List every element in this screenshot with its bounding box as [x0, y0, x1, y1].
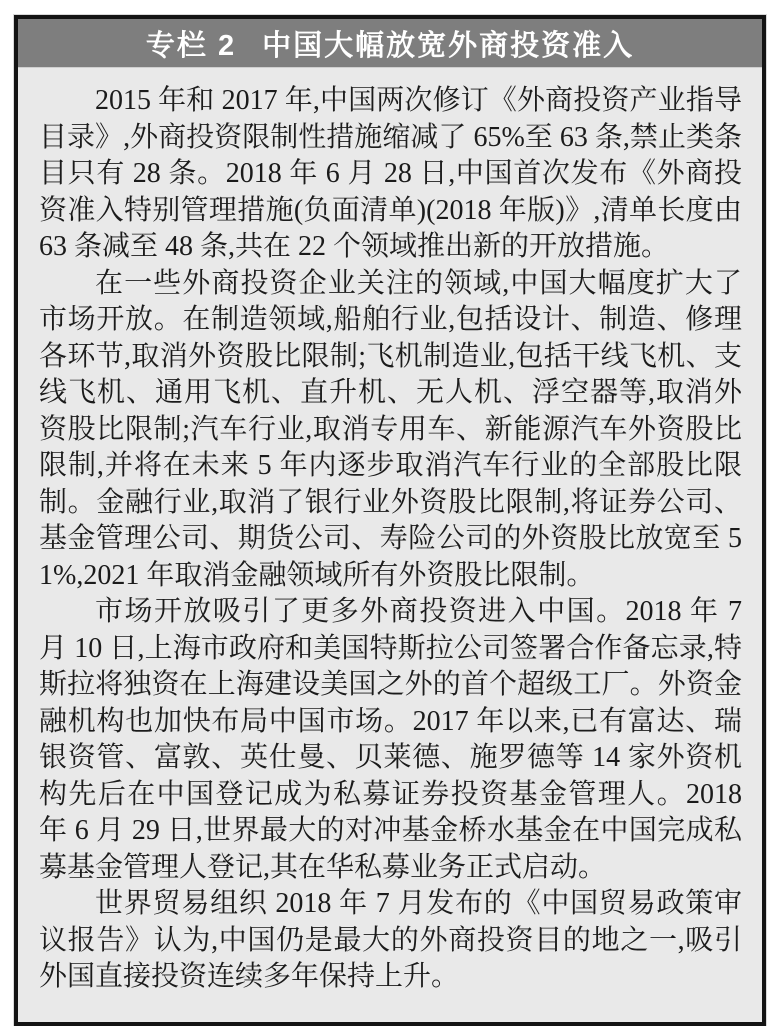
paragraph-1: 2015 年和 2017 年,中国两次修订《外商投资产业指导目录》,外商投资限制性措施缩减了 65%至 63 条,禁止类条目只有 28 条。2018 年 6 月 28 日,中国首次发布《外商投资准入特别管理措施(负面清单)(2018 年版)》,清单长度由 63 条减至 48 条,共在 22 个领域推出新的开放措施。 — [39, 85, 742, 262]
column-box-body — [18, 68, 762, 1022]
column-label: 专栏 2 — [145, 29, 237, 62]
paragraph-2: 在一些外商投资企业关注的领域,中国大幅度扩大了市场开放。在制造领域,船舶行业,包括设计、制造、修理各环节,取消外资股比限制;飞机制造业,包括干线飞机、支线飞机、通用飞机、直升机、无人机、浮空器等,取消外资股比限制;汽车行业,取消专用车、新能源汽车外资股比限制,并将在未来 5 年内逐步取消汽车行业的全部股比限制。金融行业,取消了银行业外资股比限制,将证券公司、基金管理公司、期货公司、寿险公司的外资股比放宽至 51%,2021 年取消金融领域所有外资股比限制。 — [39, 267, 742, 591]
column-box — [14, 15, 766, 1026]
paragraph-4: 世界贸易组织 2018 年 7 月发布的《中国贸易政策审议报告》认为,中国仍是最大的外商投资目的地之一,吸引外国直接投资连续多年保持上升。 — [39, 888, 742, 992]
column-box-header — [18, 19, 762, 68]
column-title: 中国大幅放宽外商投资准入 — [262, 29, 635, 62]
paragraph-3: 市场开放吸引了更多外商投资进入中国。2018 年 7 月 10 日,上海市政府和美国特斯拉公司签署合作备忘录,特斯拉将独资在上海建设美国之外的首个超级工厂。外资金融机构也加快布局中国市场。2017 年以来,已有富达、瑞银资管、富敦、英仕曼、贝莱德、施罗德等 14 家外资机构先后在中国登记成为私募证券投资基金管理人。2018 年 6 月 29 日,世界最大的对冲基金桥水基金在中国完成私募基金管理人登记,其在华私募业务正式启动。 — [39, 596, 742, 883]
